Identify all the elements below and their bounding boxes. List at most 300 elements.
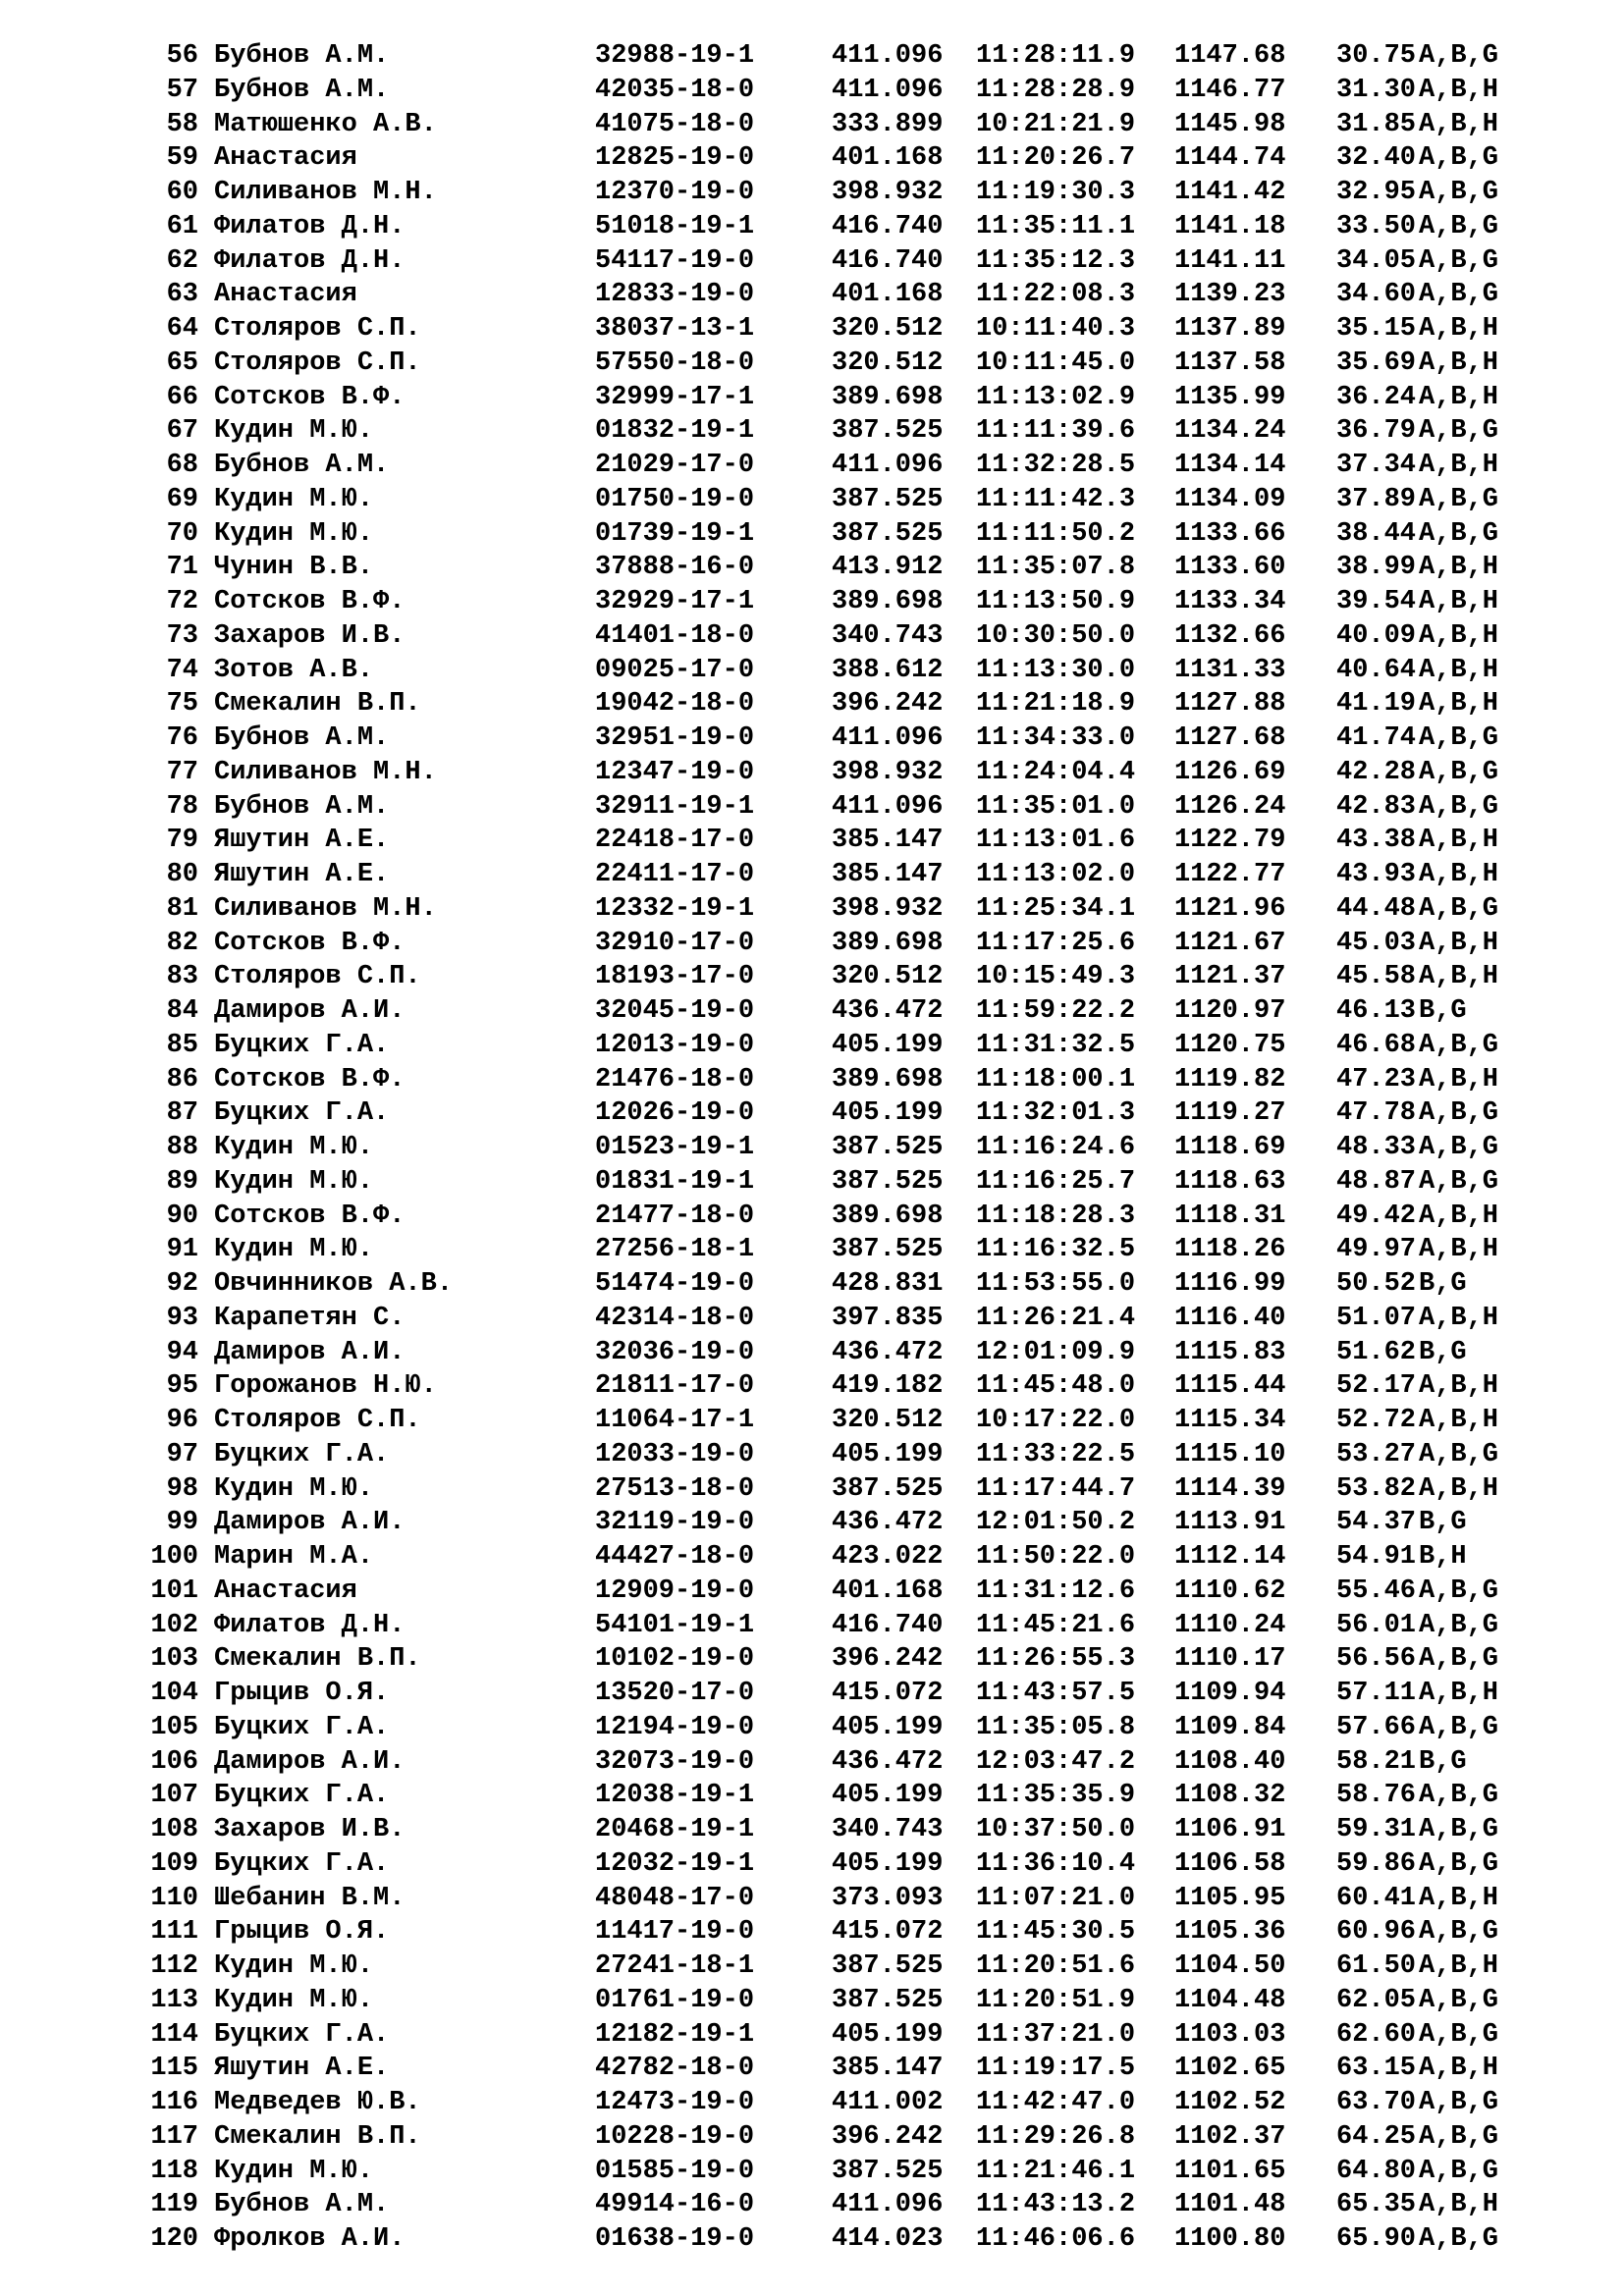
arrival-time: 10:11:45.0 xyxy=(976,347,1136,378)
distance-value: 385.147 xyxy=(832,860,944,889)
arrival-time: 12:01:50.2 xyxy=(976,1508,1136,1538)
arrival-time: 11:34:33.0 xyxy=(976,723,1136,753)
ring-number: 01739-19-1 xyxy=(595,518,755,549)
category-flags: A,B,H xyxy=(1419,1303,1499,1333)
speed-value: 1137.58 xyxy=(1174,347,1286,378)
speed-value: 1108.32 xyxy=(1174,1781,1286,1811)
arrival-time: 10:11:40.3 xyxy=(976,314,1136,344)
place-number: 64 xyxy=(166,314,198,344)
ring-number: 32951-19-0 xyxy=(595,723,755,753)
table-row xyxy=(0,619,1624,654)
distance-value: 398.932 xyxy=(832,178,944,207)
category-flags: A,B,G xyxy=(1419,1030,1499,1060)
arrival-time: 11:13:30.0 xyxy=(976,655,1136,685)
points-value: 35.15 xyxy=(1336,314,1417,344)
points-value: 59.31 xyxy=(1336,1815,1417,1844)
distance-value: 411.096 xyxy=(832,75,944,105)
ring-number: 32036-19-0 xyxy=(595,1337,755,1367)
place-number: 92 xyxy=(166,1269,198,1299)
points-value: 49.97 xyxy=(1336,1235,1417,1265)
category-flags: A,B,G xyxy=(1419,1985,1499,2015)
speed-value: 1132.66 xyxy=(1174,620,1286,651)
fancier-name: Кудин М.Ю. xyxy=(214,416,374,447)
speed-value: 1118.26 xyxy=(1174,1235,1286,1265)
arrival-time: 11:31:12.6 xyxy=(976,1575,1136,1606)
arrival-time: 11:20:26.7 xyxy=(976,143,1136,174)
ring-number: 21477-18-0 xyxy=(595,1201,755,1231)
speed-value: 1120.97 xyxy=(1174,996,1286,1026)
category-flags: A,B,G xyxy=(1419,1712,1499,1742)
distance-value: 419.182 xyxy=(832,1371,944,1402)
arrival-time: 10:17:22.0 xyxy=(976,1406,1136,1435)
distance-value: 387.525 xyxy=(832,484,944,514)
ring-number: 12013-19-0 xyxy=(595,1030,755,1060)
table-row xyxy=(0,1915,1624,1949)
points-value: 41.74 xyxy=(1336,723,1417,753)
distance-value: 405.199 xyxy=(832,1848,944,1879)
distance-value: 436.472 xyxy=(832,1337,944,1367)
speed-value: 1112.14 xyxy=(1174,1542,1286,1572)
fancier-name: Столяров С.П. xyxy=(214,962,421,992)
place-number: 98 xyxy=(166,1473,198,1504)
speed-value: 1101.48 xyxy=(1174,2190,1286,2220)
place-number: 86 xyxy=(166,1064,198,1095)
ring-number: 09025-17-0 xyxy=(595,655,755,685)
place-number: 89 xyxy=(166,1166,198,1197)
arrival-time: 11:18:00.1 xyxy=(976,1064,1136,1095)
ring-number: 11417-19-0 xyxy=(595,1917,755,1948)
table-row xyxy=(0,2018,1624,2053)
table-row xyxy=(0,1847,1624,1882)
ring-number: 10102-19-0 xyxy=(595,1644,755,1675)
table-row xyxy=(0,141,1624,176)
place-number: 106 xyxy=(150,1746,198,1777)
table-row xyxy=(0,1677,1624,1711)
category-flags: A,B,G xyxy=(1419,1133,1499,1162)
arrival-time: 11:16:25.7 xyxy=(976,1166,1136,1197)
place-number: 81 xyxy=(166,893,198,924)
fancier-name: Яшутин А.Е. xyxy=(214,2054,390,2084)
table-row xyxy=(0,2120,1624,2155)
place-number: 101 xyxy=(150,1575,198,1606)
table-row xyxy=(0,2222,1624,2257)
category-flags: A,B,G xyxy=(1419,2121,1499,2152)
fancier-name: Дамиров А.И. xyxy=(214,1746,406,1777)
ring-number: 37888-16-0 xyxy=(595,553,755,583)
category-flags: A,B,G xyxy=(1419,2224,1499,2254)
arrival-time: 11:17:25.6 xyxy=(976,928,1136,958)
table-row xyxy=(0,1336,1624,1370)
ring-number: 41401-18-0 xyxy=(595,620,755,651)
table-row xyxy=(0,1984,1624,2018)
category-flags: A,B,G xyxy=(1419,1815,1499,1844)
arrival-time: 11:35:01.0 xyxy=(976,791,1136,822)
points-value: 37.89 xyxy=(1336,484,1417,514)
table-row xyxy=(0,1882,1624,1916)
arrival-time: 11:07:21.0 xyxy=(976,1883,1136,1913)
distance-value: 436.472 xyxy=(832,1746,944,1777)
fancier-name: Бубнов А.М. xyxy=(214,723,390,753)
speed-value: 1118.63 xyxy=(1174,1166,1286,1197)
arrival-time: 10:21:21.9 xyxy=(976,109,1136,139)
distance-value: 405.199 xyxy=(832,1781,944,1811)
points-value: 48.87 xyxy=(1336,1166,1417,1197)
speed-value: 1135.99 xyxy=(1174,382,1286,412)
category-flags: A,B,G xyxy=(1419,245,1499,276)
ring-number: 32119-19-0 xyxy=(595,1508,755,1538)
points-value: 47.78 xyxy=(1336,1098,1417,1129)
table-row xyxy=(0,1165,1624,1200)
ring-number: 38037-13-1 xyxy=(595,314,755,344)
distance-value: 401.168 xyxy=(832,1575,944,1606)
distance-value: 397.835 xyxy=(832,1303,944,1333)
speed-value: 1114.39 xyxy=(1174,1473,1286,1504)
arrival-time: 11:32:01.3 xyxy=(976,1098,1136,1129)
ring-number: 22418-17-0 xyxy=(595,826,755,856)
category-flags: A,B,H xyxy=(1419,75,1499,105)
table-row xyxy=(0,2188,1624,2222)
arrival-time: 11:11:39.6 xyxy=(976,416,1136,447)
table-row xyxy=(0,1302,1624,1336)
place-number: 74 xyxy=(166,655,198,685)
ring-number: 48048-17-0 xyxy=(595,1883,755,1913)
category-flags: A,B,H xyxy=(1419,314,1499,344)
place-number: 105 xyxy=(150,1712,198,1742)
speed-value: 1110.62 xyxy=(1174,1575,1286,1606)
category-flags: A,B,H xyxy=(1419,553,1499,583)
speed-value: 1147.68 xyxy=(1174,41,1286,71)
speed-value: 1108.40 xyxy=(1174,1746,1286,1777)
category-flags: A,B,G xyxy=(1419,1610,1499,1640)
ring-number: 32073-19-0 xyxy=(595,1746,755,1777)
table-row xyxy=(0,1472,1624,1507)
points-value: 56.56 xyxy=(1336,1644,1417,1675)
speed-value: 1139.23 xyxy=(1174,280,1286,310)
place-number: 73 xyxy=(166,620,198,651)
distance-value: 387.525 xyxy=(832,518,944,549)
arrival-time: 11:45:48.0 xyxy=(976,1371,1136,1402)
speed-value: 1134.09 xyxy=(1174,484,1286,514)
points-value: 43.93 xyxy=(1336,860,1417,889)
points-value: 32.40 xyxy=(1336,143,1417,174)
table-row xyxy=(0,687,1624,721)
distance-value: 387.525 xyxy=(832,1985,944,2015)
distance-value: 396.242 xyxy=(832,1644,944,1675)
distance-value: 405.199 xyxy=(832,1098,944,1129)
distance-value: 387.525 xyxy=(832,2156,944,2186)
fancier-name: Силиванов М.Н. xyxy=(214,178,437,207)
ring-number: 01638-19-0 xyxy=(595,2224,755,2254)
points-value: 57.11 xyxy=(1336,1679,1417,1708)
fancier-name: Дамиров А.И. xyxy=(214,1337,406,1367)
fancier-name: Анастасия xyxy=(214,143,357,174)
distance-value: 389.698 xyxy=(832,587,944,616)
results-table xyxy=(0,39,1624,2257)
fancier-name: Буцких Г.А. xyxy=(214,1848,390,1879)
points-value: 60.96 xyxy=(1336,1917,1417,1948)
table-row xyxy=(0,1506,1624,1540)
distance-value: 373.093 xyxy=(832,1883,944,1913)
fancier-name: Грыцив О.Я. xyxy=(214,1679,390,1708)
speed-value: 1104.48 xyxy=(1174,1985,1286,2015)
ring-number: 27513-18-0 xyxy=(595,1473,755,1504)
points-value: 31.85 xyxy=(1336,109,1417,139)
points-value: 63.15 xyxy=(1336,2054,1417,2084)
category-flags: A,B,H xyxy=(1419,2054,1499,2084)
table-row xyxy=(0,1642,1624,1677)
distance-value: 401.168 xyxy=(832,143,944,174)
fancier-name: Буцких Г.А. xyxy=(214,1098,390,1129)
ring-number: 51018-19-1 xyxy=(595,211,755,241)
arrival-time: 11:13:50.9 xyxy=(976,587,1136,616)
fancier-name: Карапетян С. xyxy=(214,1303,406,1333)
table-row xyxy=(0,994,1624,1029)
category-flags: A,B,H xyxy=(1419,1371,1499,1402)
speed-value: 1104.50 xyxy=(1174,1951,1286,1981)
arrival-time: 12:03:47.2 xyxy=(976,1746,1136,1777)
place-number: 109 xyxy=(150,1848,198,1879)
table-row xyxy=(0,517,1624,552)
place-number: 63 xyxy=(166,280,198,310)
category-flags: A,B,H xyxy=(1419,109,1499,139)
distance-value: 320.512 xyxy=(832,314,944,344)
distance-value: 389.698 xyxy=(832,928,944,958)
speed-value: 1102.52 xyxy=(1174,2088,1286,2117)
arrival-time: 11:20:51.9 xyxy=(976,1985,1136,2015)
table-row xyxy=(0,756,1624,790)
speed-value: 1126.24 xyxy=(1174,791,1286,822)
arrival-time: 11:35:07.8 xyxy=(976,553,1136,583)
ring-number: 01585-19-0 xyxy=(595,2156,755,2186)
category-flags: A,B,H xyxy=(1419,860,1499,889)
arrival-time: 11:26:21.4 xyxy=(976,1303,1136,1333)
fancier-name: Горожанов Н.Ю. xyxy=(214,1371,437,1402)
speed-value: 1134.14 xyxy=(1174,451,1286,480)
place-number: 58 xyxy=(166,109,198,139)
points-value: 33.50 xyxy=(1336,211,1417,241)
fancier-name: Кудин М.Ю. xyxy=(214,1473,374,1504)
points-value: 42.28 xyxy=(1336,757,1417,787)
fancier-name: Бубнов А.М. xyxy=(214,41,390,71)
category-flags: A,B,G xyxy=(1419,211,1499,241)
points-value: 37.34 xyxy=(1336,451,1417,480)
fancier-name: Сотсков В.Ф. xyxy=(214,928,406,958)
category-flags: A,B,G xyxy=(1419,178,1499,207)
ring-number: 32988-19-1 xyxy=(595,41,755,71)
place-number: 78 xyxy=(166,791,198,822)
category-flags: B,G xyxy=(1419,1746,1467,1777)
category-flags: A,B,G xyxy=(1419,518,1499,549)
distance-value: 416.740 xyxy=(832,1610,944,1640)
place-number: 85 xyxy=(166,1030,198,1060)
place-number: 100 xyxy=(150,1542,198,1572)
points-value: 56.01 xyxy=(1336,1610,1417,1640)
fancier-name: Кудин М.Ю. xyxy=(214,1166,374,1197)
ring-number: 21476-18-0 xyxy=(595,1064,755,1095)
points-value: 58.21 xyxy=(1336,1746,1417,1777)
fancier-name: Смекалин В.П. xyxy=(214,1644,421,1675)
table-row xyxy=(0,1131,1624,1165)
points-value: 53.82 xyxy=(1336,1473,1417,1504)
speed-value: 1121.96 xyxy=(1174,893,1286,924)
category-flags: A,B,H xyxy=(1419,689,1499,720)
speed-value: 1120.75 xyxy=(1174,1030,1286,1060)
place-number: 67 xyxy=(166,416,198,447)
arrival-time: 10:37:50.0 xyxy=(976,1815,1136,1844)
distance-value: 411.096 xyxy=(832,791,944,822)
place-number: 66 xyxy=(166,382,198,412)
distance-value: 398.932 xyxy=(832,757,944,787)
points-value: 49.42 xyxy=(1336,1201,1417,1231)
points-value: 39.54 xyxy=(1336,587,1417,616)
table-row xyxy=(0,824,1624,858)
speed-value: 1118.31 xyxy=(1174,1201,1286,1231)
fancier-name: Кудин М.Ю. xyxy=(214,1951,374,1981)
distance-value: 398.932 xyxy=(832,893,944,924)
place-number: 99 xyxy=(166,1508,198,1538)
arrival-time: 11:28:11.9 xyxy=(976,41,1136,71)
speed-value: 1137.89 xyxy=(1174,314,1286,344)
category-flags: A,B,G xyxy=(1419,484,1499,514)
arrival-time: 11:53:55.0 xyxy=(976,1269,1136,1299)
place-number: 108 xyxy=(150,1815,198,1844)
category-flags: A,B,G xyxy=(1419,1781,1499,1811)
points-value: 31.30 xyxy=(1336,75,1417,105)
speed-value: 1141.42 xyxy=(1174,178,1286,207)
arrival-time: 11:37:21.0 xyxy=(976,2019,1136,2050)
arrival-time: 11:26:55.3 xyxy=(976,1644,1136,1675)
ring-number: 32045-19-0 xyxy=(595,996,755,1026)
speed-value: 1110.17 xyxy=(1174,1644,1286,1675)
points-value: 60.41 xyxy=(1336,1883,1417,1913)
place-number: 60 xyxy=(166,178,198,207)
table-row xyxy=(0,1438,1624,1472)
category-flags: B,G xyxy=(1419,996,1467,1026)
arrival-time: 11:35:35.9 xyxy=(976,1781,1136,1811)
table-row xyxy=(0,483,1624,517)
points-value: 35.69 xyxy=(1336,347,1417,378)
fancier-name: Захаров И.В. xyxy=(214,620,406,651)
speed-value: 1115.34 xyxy=(1174,1406,1286,1435)
place-number: 82 xyxy=(166,928,198,958)
points-value: 38.99 xyxy=(1336,553,1417,583)
speed-value: 1105.36 xyxy=(1174,1917,1286,1948)
distance-value: 387.525 xyxy=(832,1133,944,1162)
table-row xyxy=(0,1949,1624,1984)
table-row xyxy=(0,892,1624,927)
points-value: 64.25 xyxy=(1336,2121,1417,2152)
distance-value: 396.242 xyxy=(832,689,944,720)
distance-value: 396.242 xyxy=(832,2121,944,2152)
table-row xyxy=(0,1200,1624,1234)
fancier-name: Дамиров А.И. xyxy=(214,996,406,1026)
place-number: 113 xyxy=(150,1985,198,2015)
place-number: 56 xyxy=(166,41,198,71)
ring-number: 32911-19-1 xyxy=(595,791,755,822)
arrival-time: 11:35:11.1 xyxy=(976,211,1136,241)
points-value: 41.19 xyxy=(1336,689,1417,720)
place-number: 115 xyxy=(150,2054,198,2084)
table-row xyxy=(0,108,1624,142)
ring-number: 01831-19-1 xyxy=(595,1166,755,1197)
place-number: 111 xyxy=(150,1917,198,1948)
table-row xyxy=(0,244,1624,279)
table-row xyxy=(0,2086,1624,2120)
fancier-name: Фролков А.И. xyxy=(214,2224,406,2254)
place-number: 112 xyxy=(150,1951,198,1981)
category-flags: A,B,G xyxy=(1419,416,1499,447)
table-row xyxy=(0,312,1624,347)
speed-value: 1126.69 xyxy=(1174,757,1286,787)
place-number: 72 xyxy=(166,587,198,616)
ring-number: 18193-17-0 xyxy=(595,962,755,992)
speed-value: 1110.24 xyxy=(1174,1610,1286,1640)
fancier-name: Сотсков В.Ф. xyxy=(214,382,406,412)
fancier-name: Столяров С.П. xyxy=(214,347,421,378)
category-flags: A,B,G xyxy=(1419,723,1499,753)
points-value: 62.05 xyxy=(1336,1985,1417,2015)
points-value: 50.52 xyxy=(1336,1269,1417,1299)
points-value: 46.68 xyxy=(1336,1030,1417,1060)
ring-number: 12825-19-0 xyxy=(595,143,755,174)
points-value: 34.60 xyxy=(1336,280,1417,310)
place-number: 120 xyxy=(150,2224,198,2254)
distance-value: 423.022 xyxy=(832,1542,944,1572)
ring-number: 32929-17-1 xyxy=(595,587,755,616)
ring-number: 12026-19-0 xyxy=(595,1098,755,1129)
ring-number: 42314-18-0 xyxy=(595,1303,755,1333)
place-number: 107 xyxy=(150,1781,198,1811)
category-flags: A,B,G xyxy=(1419,143,1499,174)
arrival-time: 11:16:24.6 xyxy=(976,1133,1136,1162)
table-row xyxy=(0,1096,1624,1131)
ring-number: 12370-19-0 xyxy=(595,178,755,207)
category-flags: A,B,H xyxy=(1419,928,1499,958)
ring-number: 12032-19-1 xyxy=(595,1848,755,1879)
arrival-time: 11:43:13.2 xyxy=(976,2190,1136,2220)
distance-value: 387.525 xyxy=(832,1473,944,1504)
category-flags: A,B,H xyxy=(1419,1951,1499,1981)
table-row xyxy=(0,414,1624,449)
table-row xyxy=(0,654,1624,688)
table-row xyxy=(0,1233,1624,1267)
fancier-name: Столяров С.П. xyxy=(214,314,421,344)
points-value: 40.64 xyxy=(1336,655,1417,685)
points-value: 42.83 xyxy=(1336,791,1417,822)
points-value: 52.72 xyxy=(1336,1406,1417,1435)
speed-value: 1101.65 xyxy=(1174,2156,1286,2186)
speed-value: 1113.91 xyxy=(1174,1508,1286,1538)
table-row xyxy=(0,927,1624,961)
distance-value: 416.740 xyxy=(832,245,944,276)
speed-value: 1133.34 xyxy=(1174,587,1286,616)
arrival-time: 11:33:22.5 xyxy=(976,1439,1136,1469)
table-row xyxy=(0,1369,1624,1404)
fancier-name: Бубнов А.М. xyxy=(214,451,390,480)
category-flags: A,B,G xyxy=(1419,791,1499,822)
ring-number: 27241-18-1 xyxy=(595,1951,755,1981)
points-value: 46.13 xyxy=(1336,996,1417,1026)
category-flags: A,B,H xyxy=(1419,347,1499,378)
table-row xyxy=(0,1540,1624,1575)
category-flags: A,B,H xyxy=(1419,1201,1499,1231)
fancier-name: Бубнов А.М. xyxy=(214,791,390,822)
ring-number: 54101-19-1 xyxy=(595,1610,755,1640)
arrival-time: 11:13:02.0 xyxy=(976,860,1136,889)
fancier-name: Сотсков В.Ф. xyxy=(214,587,406,616)
place-number: 90 xyxy=(166,1201,198,1231)
distance-value: 413.912 xyxy=(832,553,944,583)
